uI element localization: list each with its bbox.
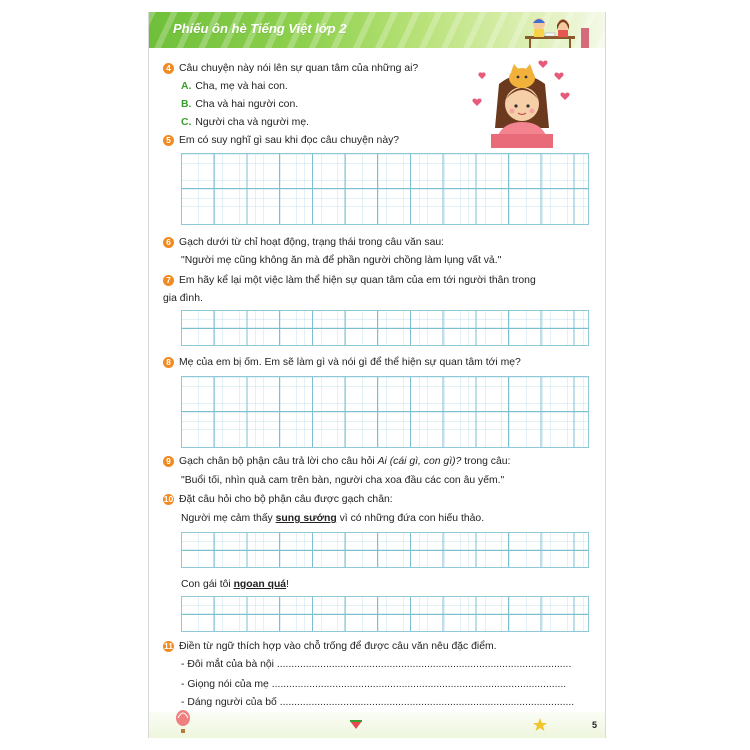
grid-midline: [182, 411, 588, 412]
fill-line-2[interactable]: - Giọng nói của mẹ ......................................................................................................: [181, 679, 567, 690]
writing-grid-q8[interactable]: [181, 376, 589, 448]
question-number: 4: [163, 63, 174, 74]
option-a: A. Cha, mẹ và hai con.: [181, 81, 288, 92]
question-text: Câu chuyện này nói lên sự quan tâm của những ai?: [179, 63, 419, 74]
q10-sentence-1: Người mẹ cảm thấy sung sướng vì có những đứa con hiếu thảo.: [181, 513, 485, 524]
q6-quote: "Người mẹ cũng không ăn mà để phần người chồng làm lụng vất vả.": [181, 255, 502, 266]
fill-line-1[interactable]: - Đôi mắt của bà nội ......................................................................................................: [181, 659, 572, 670]
question-4: [163, 62, 418, 75]
fill-line-3[interactable]: - Dáng người của bố ......................................................................................................: [181, 697, 575, 708]
question-10: 10 Đặt câu hỏi cho bộ phận câu được gạch chân:: [163, 493, 393, 505]
question-7-cont: gia đình.: [163, 293, 203, 304]
q10-sentence-2: Con gái tôi ngoan quá!: [181, 579, 289, 590]
watermelon-icon: [349, 720, 363, 730]
question-6: 6 Gạch dưới từ chỉ hoạt động, trạng thái trong câu văn sau:: [163, 236, 444, 249]
worksheet-page: [148, 12, 606, 738]
star-icon: [533, 718, 547, 732]
hot-air-balloon-icon: [175, 710, 191, 734]
grid-midline: [182, 328, 588, 329]
question-5: 5 Em có suy nghĩ gì sau khi đọc câu chuyện này?: [163, 134, 399, 147]
writing-grid-q5[interactable]: [181, 153, 589, 225]
q9-quote: "Buổi tối, nhìn quả cam trên bàn, người cha xoa đầu các con âu yếm.": [181, 475, 505, 486]
question-8: 8 Mẹ của em bị ốm. Em sẽ làm gì và nói gì để thể hiện sự quan tâm tới mẹ?: [163, 356, 521, 369]
girl-with-cat-illustration: [471, 56, 575, 148]
grid-midline: [182, 550, 588, 551]
question-9: 9 Gạch chân bộ phận câu trả lời cho câu hỏi Ai (cái gì, con gì)? trong câu:: [163, 455, 510, 468]
writing-grid-q10a[interactable]: [181, 532, 589, 568]
page-title: Phiếu ôn hè Tiếng Việt lớp 2: [173, 21, 347, 36]
grid-midline: [182, 188, 588, 189]
option-b: B. Cha và hai người con.: [181, 99, 299, 110]
writing-grid-q10b[interactable]: [181, 596, 589, 632]
question-11: 11 Điền từ ngữ thích hợp vào chỗ trống để được câu văn nêu đặc điểm.: [164, 640, 497, 652]
kids-reading-illustration: [523, 14, 593, 48]
option-c: C. Người cha và người mẹ.: [181, 117, 309, 128]
writing-grid-q7[interactable]: [181, 310, 589, 346]
question-7: 7 Em hãy kể lại một việc làm thể hiện sự quan tâm của em tới người thân trong: [163, 274, 536, 287]
page-number: 5: [591, 720, 597, 730]
grid-midline: [182, 614, 588, 615]
